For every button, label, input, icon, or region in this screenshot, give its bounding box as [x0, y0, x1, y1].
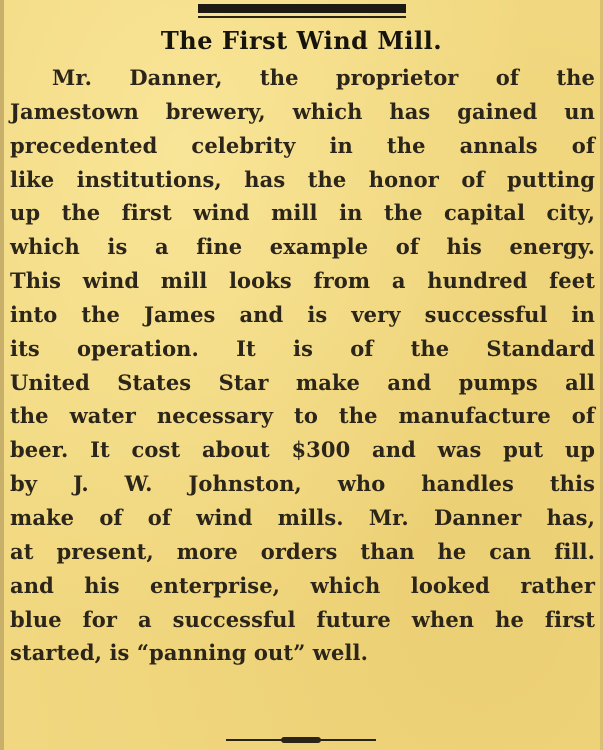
article-line: which is a fine example of his energy. [10, 234, 595, 260]
article-line: started, is “panning out” well. [10, 640, 368, 666]
article-line: and his enterprise, which looked rather [10, 572, 595, 598]
column-left-edge [0, 0, 4, 750]
article-line: the water necessary to the manufacture of [10, 403, 595, 429]
article-line: Jamestown brewery, which has gained un [10, 98, 595, 124]
article-line: United States Star make and pumps all [10, 369, 595, 395]
article-line: beer. It cost about $300 and was put up [10, 437, 595, 463]
article-line: This wind mill looks from a hundred feet [10, 268, 595, 294]
article-line: precedented celebrity in the annals of [10, 132, 595, 158]
article-body [10, 61, 595, 670]
article-line: Mr. Danner, the proprietor of the [52, 65, 595, 90]
article-line: into the James and is very successful in [10, 301, 595, 327]
top-rule-heavy [198, 4, 406, 13]
article-line: make of of wind mills. Mr. Danner has, [10, 504, 595, 530]
article-line: at present, more orders than he can fill. [10, 538, 595, 564]
article-line: blue for a successful future when he first [10, 606, 595, 632]
top-rule-thin [198, 16, 406, 18]
bottom-ornament-rule [226, 737, 376, 743]
article-line: its operation. It is of the Standard [10, 335, 595, 361]
article-line: like institutions, has the honor of putting [10, 166, 595, 192]
article-line: up the first wind mill in the capital city, [10, 200, 595, 226]
article-line: by J. W. Johnston, who handles this [10, 471, 595, 497]
ornament-center [281, 737, 321, 743]
article-headline: The First Wind Mill. [160, 26, 443, 55]
